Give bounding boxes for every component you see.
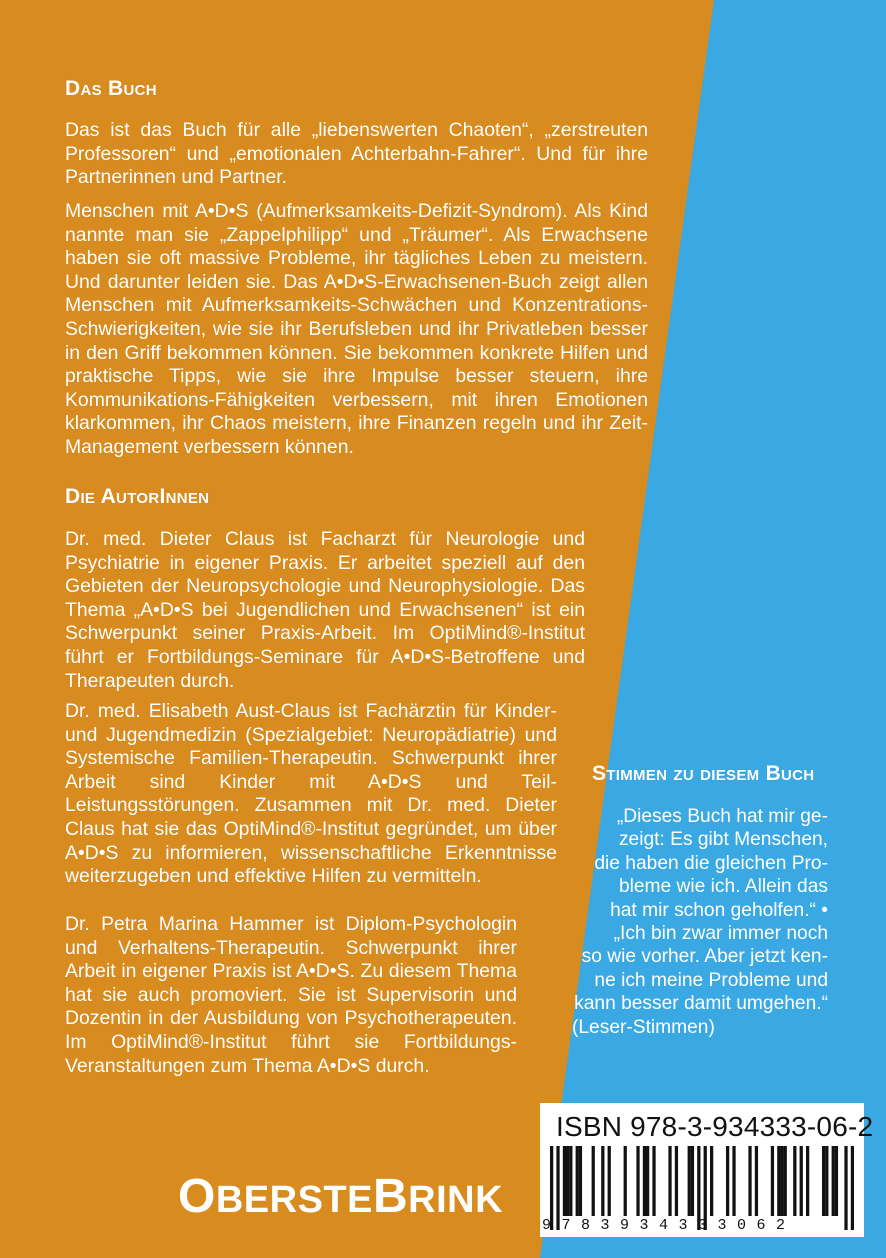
barcode-bar: [825, 1146, 828, 1216]
author-bio-petra-marina-hammer: Dr. Petra Marina Hammer ist Diplom-Psychologin und Verhaltens-Therapeutin. Schwerpunkt ihrer Arbeit in eigener Praxis ist A•D•S. Zu diesem Thema hat sie auch promoviert. Sie ist Supervisorin und Dozentin in der Ausbildung von Psychotherapeuten. Im OptiMind®-Institut führt sie Fortbildungs-Veranstaltungen zum Thema A•D•S durch.: [65, 913, 517, 1077]
barcode-bar: [771, 1146, 774, 1216]
book-heading: Das Buch: [65, 77, 157, 100]
barcode-bar: [624, 1146, 627, 1216]
barcode-bar: [566, 1146, 569, 1216]
quote-line: ne ich meine Probleme und: [594, 969, 828, 991]
barcode-bar: [608, 1146, 611, 1216]
barcode-bar: [576, 1146, 579, 1216]
author-bio-elisabeth-aust-claus: Dr. med. Elisabeth Aust-Claus ist Fachärztin für Kinder- und Jugendmedizin (Spezialgebiet: Neuropädiatrie) und Systemische Familien-Therapeutin. Schwerpunkt ihrer Arbeit sind Kinder mit A•D•S und Teil-Leistungsstörungen. Zusammen mit Dr. med. Dieter Claus hat sie das OptiMind®-Institut gegründet, um über A•D•S zu informieren, wissenschaftliche Erkenntnisse weiterzugeben und effektive Hilfen zu vermitteln.: [65, 700, 557, 888]
publisher-word-2: RINK: [408, 1179, 504, 1221]
author-bio-dieter-claus: Dr. med. Dieter Claus ist Facharzt für Neurologie und Psychiatrie in eigener Praxis. Er arbeitet speziell auf den Gebieten der Neuropsychologie und Neurophysiologie. Das Thema „A•D•S bei Jugendlichen und Erwachsenen“ ist ein Schwerpunkt seiner Praxis-Arbeit. Im OptiMind®-Institut führt er Fortbildungs-Seminare für A•D•S-Betroffene und Therapeuten durch.: [65, 528, 585, 692]
barcode-bar: [710, 1146, 713, 1216]
quote-line: „Dieses Buch hat mir ge-: [616, 806, 828, 827]
barcode-bar: [668, 1146, 671, 1216]
barcode-bar: [748, 1146, 751, 1216]
barcode-bar: [793, 1146, 796, 1216]
barcode-bar: [646, 1146, 649, 1216]
barcode-bar: [800, 1146, 803, 1216]
barcode-bar: [777, 1146, 780, 1216]
publisher-logo: [178, 1170, 504, 1223]
quote-line: bleme wie ich. Allein das: [618, 876, 828, 898]
barcode-bar: [569, 1146, 572, 1216]
barcode-bar: [832, 1146, 835, 1216]
barcode-bar: [732, 1146, 735, 1216]
quote-line: „Ich bin zwar immer noch: [613, 923, 828, 945]
authors-heading: Die AutorInnen: [65, 485, 210, 508]
quote-line: zeigt: Es gibt Menschen,: [618, 829, 828, 851]
isbn-barcode: [540, 1103, 874, 1237]
barcode-bar: [835, 1146, 838, 1216]
barcode-digits: 9783934333062: [542, 1217, 796, 1234]
quote-line: hat mir schon geholfen.“ •: [610, 899, 828, 921]
barcode-bar: [726, 1146, 729, 1216]
barcode-bar: [592, 1146, 595, 1216]
barcode-bar: [688, 1146, 691, 1216]
barcode-bar: [579, 1146, 582, 1216]
reader-quotes: [572, 805, 828, 1039]
barcode-bar: [643, 1146, 646, 1216]
publisher-initial-o: O: [178, 1170, 216, 1223]
barcode-bar: [755, 1146, 758, 1216]
barcode-bar: [675, 1146, 678, 1216]
isbn-number: ISBN 978-3-934333-06-2: [556, 1111, 874, 1142]
barcode-bar: [601, 1146, 604, 1216]
barcode-bar: [636, 1146, 639, 1216]
barcode-bar: [806, 1146, 809, 1216]
book-intro-paragraph: Das ist das Buch für alle „liebenswerten Chaoten“, „zerstreuten Professoren“ und „emotionalen Achterbahn-Fahrer“. Und für ihre Partnerinnen und Partner.: [65, 119, 648, 189]
barcode-bar: [784, 1146, 787, 1216]
barcode-bar: [691, 1146, 694, 1216]
reader-voices-heading: Stimmen zu diesem Buch: [592, 762, 815, 785]
publisher-initial-b: B: [372, 1170, 409, 1223]
barcode-bar: [780, 1146, 783, 1216]
book-description-paragraph: Menschen mit A•D•S (Aufmerksamkeits-Defizit-Syndrom). Als Kind nannte man sie „Zappelphilipp“ und „Träumer“. Als Erwachsene haben sie oft massive Probleme, ihr tägliches Leben zu meistern. Und darunter leiden sie. Das A•D•S-Erwachsenen-Buch zeigt allen Menschen mit Aufmerksamkeits-Schwächen und Konzentrations-Schwierigkeiten, wie sie ihr Berufsleben und ihr Privatleben besser in den Griff bekommen können. Sie bekommen konkrete Hilfen und praktische Tipps, wie sie ihre Impulse besser steuern, ihre Kommunikations-Fähigkeiten verbessern, mit ihren Emotionen klarkommen, ihr Chaos meistern, ihre Finanzen regeln und ihr Zeit-Management verbessern können.: [65, 200, 648, 458]
barcode-bar: [652, 1146, 655, 1216]
quote-line: die haben die gleichen Pro-: [594, 852, 828, 874]
quote-line: so wie vorher. Aber jetzt ken-: [581, 946, 828, 968]
quote-source: (Leser-Stimmen): [572, 1016, 715, 1038]
barcode-bar: [563, 1146, 566, 1216]
quote-line: kann besser damit umgehen.“: [574, 993, 828, 1015]
publisher-word-1: BERSTE: [215, 1179, 373, 1221]
barcode-bar: [822, 1146, 825, 1216]
